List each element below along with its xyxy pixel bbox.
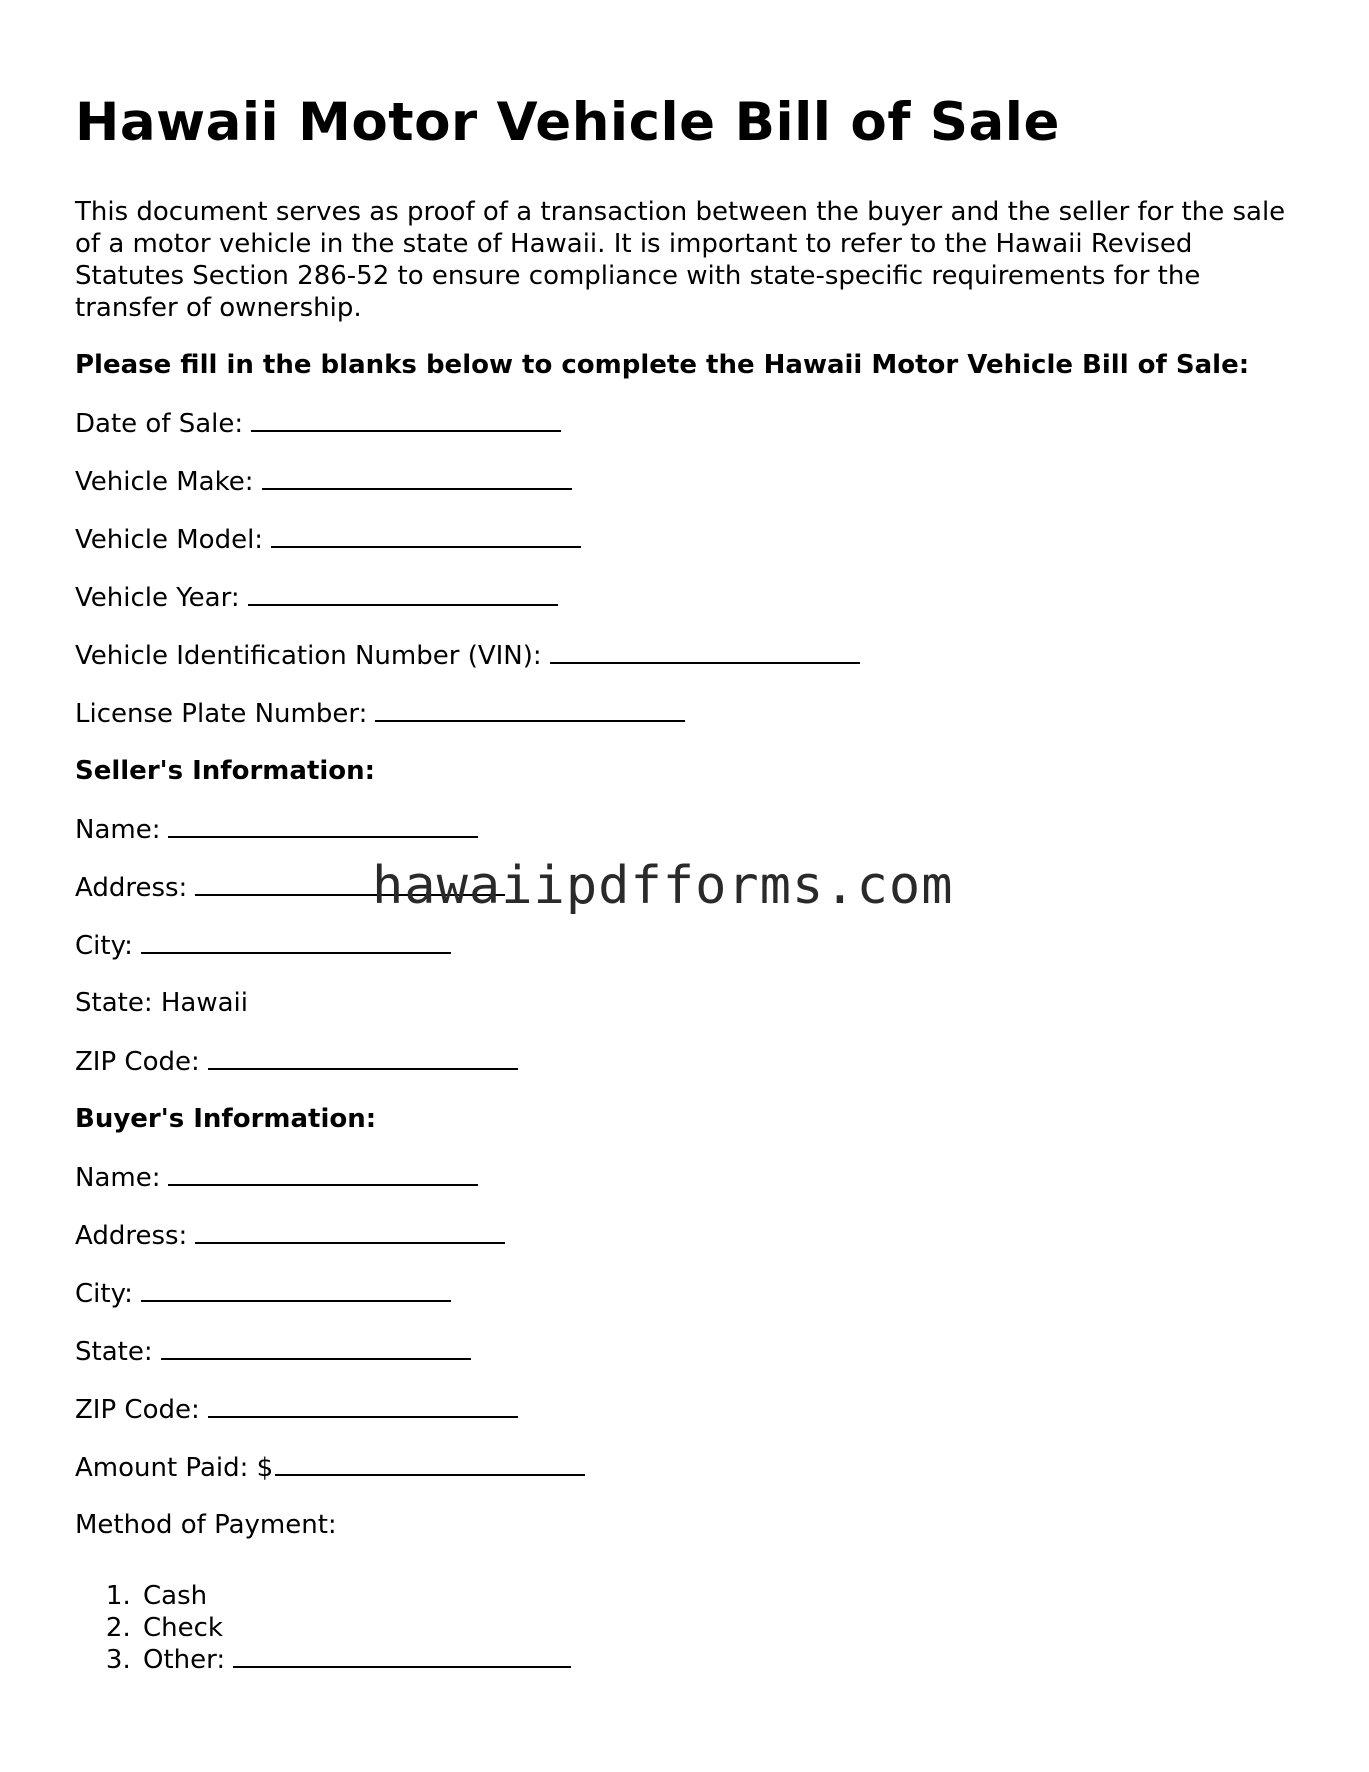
buyer-name-row: [75, 1162, 478, 1193]
buyer-name-label: Name:: [75, 1163, 161, 1193]
seller-zip-row: [75, 1046, 518, 1077]
seller-name-label: Name:: [75, 815, 161, 845]
seller-name-row: [75, 814, 478, 845]
amount-paid-row: [75, 1452, 585, 1483]
buyer-zip-field[interactable]: [208, 1394, 518, 1418]
vin-row: [75, 640, 860, 671]
buyer-city-field[interactable]: [141, 1278, 451, 1302]
payment-option-other: 3. Other:: [139, 1644, 571, 1676]
payment-other-field[interactable]: [233, 1644, 571, 1668]
seller-zip-label: ZIP Code:: [75, 1047, 200, 1077]
seller-address-label: Address:: [75, 873, 188, 903]
buyer-state-label: State:: [75, 1337, 153, 1367]
date-of-sale-field[interactable]: [251, 408, 561, 432]
vin-field[interactable]: [550, 640, 860, 664]
seller-city-field[interactable]: [141, 930, 451, 954]
seller-name-field[interactable]: [168, 814, 478, 838]
intro-paragraph: This document serves as proof of a transaction between the buyer and the seller for the sale of a motor vehicle in the state of Hawaii. It is important to refer to the Hawaii Revised Statutes Section 286-52 to ensure compliance with state-specific requirements for the transfer of ownership.: [75, 197, 1286, 323]
buyer-zip-label: ZIP Code:: [75, 1395, 200, 1425]
payment-method-label: Method of Payment:: [75, 1510, 337, 1540]
license-plate-label: License Plate Number:: [75, 699, 368, 729]
payment-method-list: [75, 1580, 571, 1676]
payment-option-check: 2. Check: [139, 1612, 571, 1644]
buyer-name-field[interactable]: [168, 1162, 478, 1186]
seller-city-label: City:: [75, 931, 133, 961]
vehicle-make-field[interactable]: [262, 466, 572, 490]
seller-heading: Seller's Information:: [75, 756, 376, 786]
vehicle-year-row: [75, 582, 558, 613]
license-plate-row: [75, 698, 685, 729]
buyer-heading: Buyer's Information:: [75, 1104, 377, 1134]
buyer-zip-row: [75, 1394, 518, 1425]
vehicle-make-label: Vehicle Make:: [75, 467, 254, 497]
buyer-city-label: City:: [75, 1279, 133, 1309]
date-of-sale-row: [75, 408, 561, 439]
vehicle-make-row: [75, 466, 572, 497]
amount-paid-label: Amount Paid: $: [75, 1453, 274, 1483]
buyer-address-label: Address:: [75, 1221, 188, 1251]
buyer-state-field[interactable]: [161, 1336, 471, 1360]
instruction-text: Please fill in the blanks below to complete the Hawaii Motor Vehicle Bill of Sale:: [75, 350, 1250, 380]
vehicle-model-label: Vehicle Model:: [75, 525, 264, 555]
license-plate-field[interactable]: [375, 698, 685, 722]
vehicle-year-label: Vehicle Year:: [75, 583, 240, 613]
seller-city-row: [75, 930, 451, 961]
buyer-city-row: [75, 1278, 451, 1309]
page-title: Hawaii Motor Vehicle Bill of Sale: [75, 92, 1060, 153]
vehicle-model-row: [75, 524, 581, 555]
payment-option-cash: 1. Cash: [139, 1580, 571, 1612]
vehicle-model-field[interactable]: [271, 524, 581, 548]
buyer-state-row: [75, 1336, 471, 1367]
seller-state-row: State: Hawaii: [75, 988, 248, 1018]
buyer-address-field[interactable]: [195, 1220, 505, 1244]
date-of-sale-label: Date of Sale:: [75, 409, 244, 439]
seller-zip-field[interactable]: [208, 1046, 518, 1070]
buyer-address-row: [75, 1220, 505, 1251]
vin-label: Vehicle Identification Number (VIN):: [75, 641, 542, 671]
amount-paid-field[interactable]: [275, 1452, 585, 1476]
watermark: hawaiipdfforms.com: [372, 856, 954, 916]
vehicle-year-field[interactable]: [248, 582, 558, 606]
